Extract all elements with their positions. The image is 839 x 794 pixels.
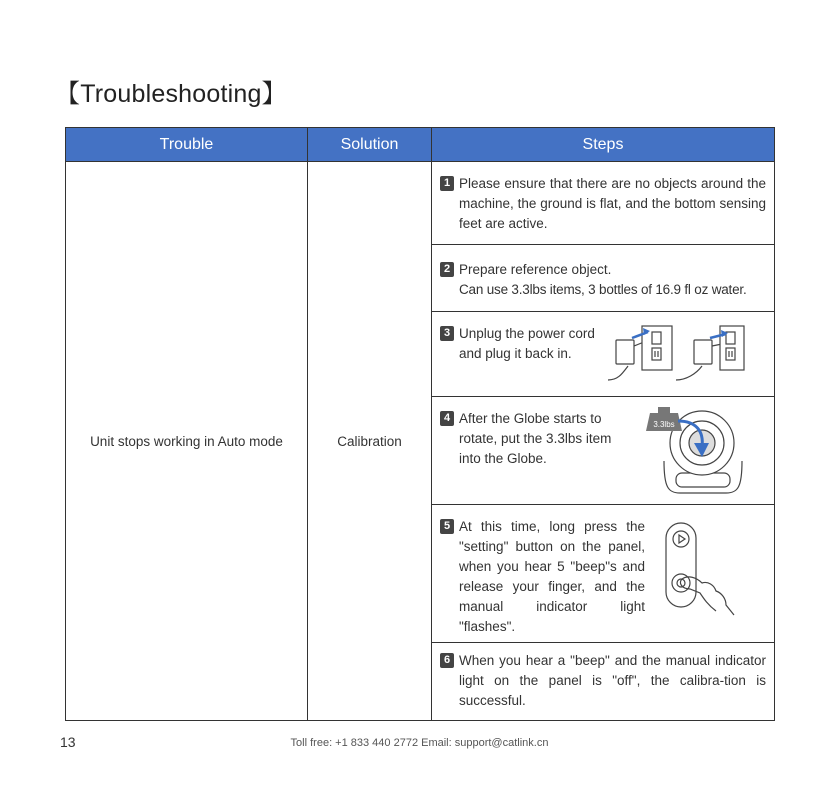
step-6-cell — [432, 643, 775, 721]
step-number-badge: 2 — [440, 262, 454, 277]
table-header-row — [66, 128, 775, 162]
step-3-cell — [432, 312, 775, 397]
step-text: Unplug the power cord and plug it back in. — [459, 326, 595, 361]
globe-weight-illustration — [642, 401, 752, 499]
step-text-line-2: Can use 3.3lbs items, 3 bottles of 16.9 fl oz water. — [459, 282, 747, 297]
step-number-badge: 5 — [440, 519, 454, 534]
header-trouble: Trouble — [66, 128, 308, 162]
step-text: After the Globe starts to rotate, put the 3.3lbs item into the Globe. — [459, 411, 612, 466]
step-text: When you hear a "beep" and the manual indicator light on the panel is "off", the calibra-tion is successful. — [459, 653, 766, 708]
page-number: 13 — [60, 734, 76, 750]
step-4-cell — [432, 397, 775, 505]
trouble-cell: Unit stops working in Auto mode — [66, 162, 308, 721]
step-number-badge: 6 — [440, 653, 454, 668]
step-1-cell — [432, 162, 775, 245]
weight-label: 3.3lbs — [653, 420, 675, 429]
table-row — [66, 162, 775, 245]
troubleshooting-table — [65, 127, 775, 721]
header-steps: Steps — [432, 128, 775, 162]
step-text-line-1: Prepare reference object. — [459, 262, 612, 277]
step-5-cell — [432, 505, 775, 643]
contact-info: Toll free: +1 833 440 2772 Email: support@catlink.cn — [290, 737, 549, 749]
step-number-badge: 3 — [440, 326, 454, 341]
header-solution: Solution — [308, 128, 432, 162]
power-cord-illustration — [598, 314, 748, 386]
step-number-badge: 1 — [440, 176, 454, 191]
setting-button-illustration — [660, 519, 740, 619]
solution-cell: Calibration — [308, 162, 432, 721]
step-text: At this time, long press the "setting" button on the panel, when you hear 5 "beep"s and release your finger, and the manual indicator light "flashes". — [459, 519, 645, 634]
step-number-badge: 4 — [440, 411, 454, 426]
page-title: 【Troubleshooting】 — [55, 80, 287, 108]
step-2-cell — [432, 245, 775, 312]
step-text: Please ensure that there are no objects around the machine, the ground is flat, and the bottom sensing feet are active. — [459, 176, 766, 231]
